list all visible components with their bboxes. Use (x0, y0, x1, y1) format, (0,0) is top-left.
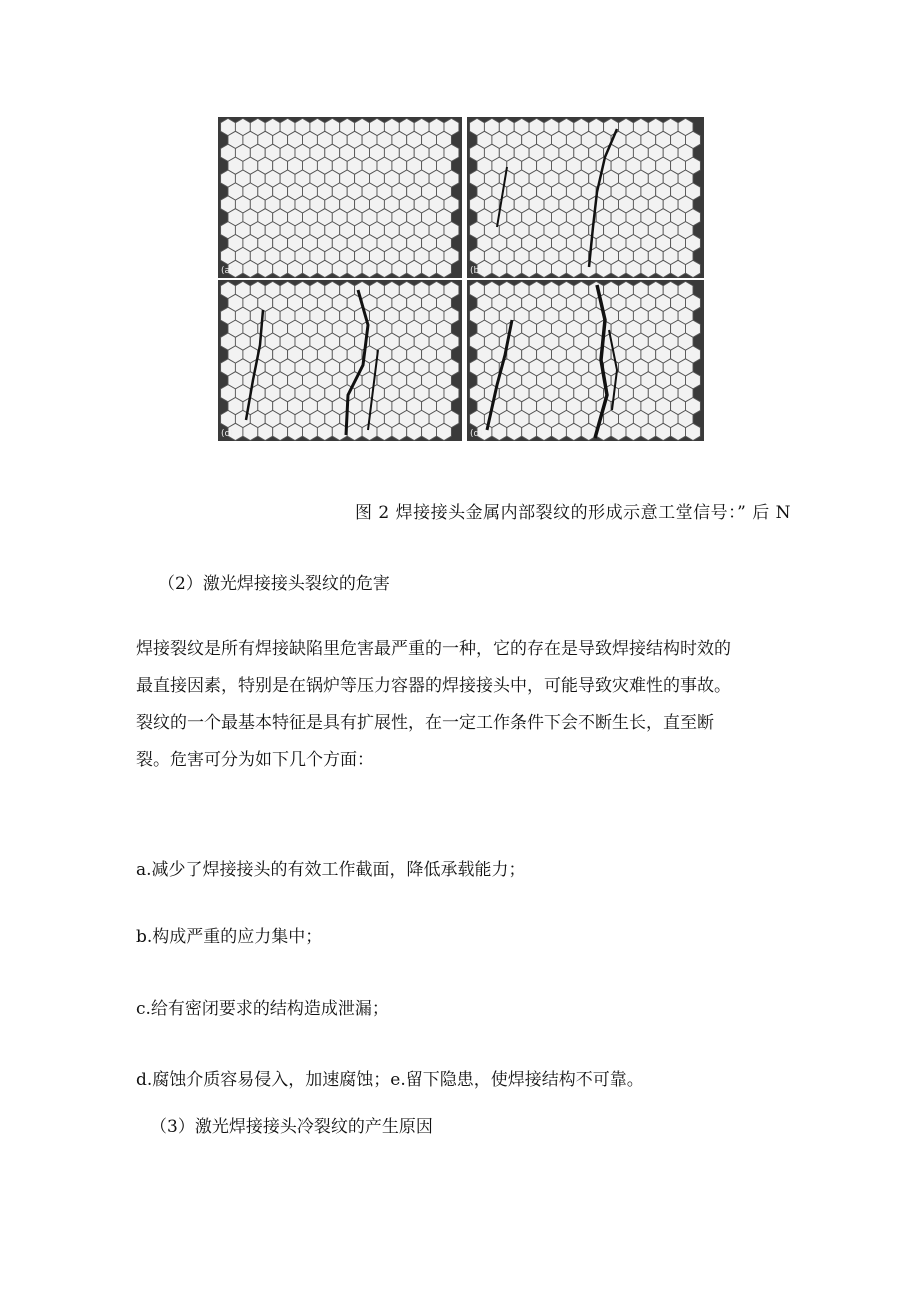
grain-cell (552, 260, 567, 277)
list-item-a: a.减少了焊接接头的有效工作截面，降低承载能力； (136, 860, 526, 880)
grain-cell (303, 260, 318, 277)
grain-cell (537, 423, 552, 440)
grain-cell (273, 423, 288, 440)
grain-cells (221, 118, 459, 277)
grain-cells (470, 118, 701, 277)
grain-cell (288, 260, 303, 277)
grain-cell (437, 423, 452, 440)
grain-cell (566, 260, 581, 277)
grain-cell (626, 260, 641, 277)
grain-cell (422, 260, 437, 277)
hex-grain-grid (467, 280, 704, 441)
figure-panel-d (467, 280, 704, 441)
grain-cell (273, 260, 288, 277)
grain-cell (641, 260, 656, 277)
grain-cell (332, 260, 347, 277)
grain-cell (522, 423, 537, 440)
grain-cell (611, 423, 626, 440)
grain-cell (437, 260, 452, 277)
grain-cell (407, 423, 422, 440)
grain-cell (258, 260, 273, 277)
panel-label-d: (d) (470, 429, 483, 439)
grain-cell (243, 260, 258, 277)
figure-panel-c (218, 280, 462, 441)
figure-panel-a (218, 117, 462, 278)
grain-cell (362, 260, 377, 277)
paragraph-line: 裂。危害可分为如下几个方面： (136, 750, 374, 770)
grain-cell (377, 423, 392, 440)
hex-grain-grid (218, 280, 462, 441)
grain-cell (392, 423, 407, 440)
grain-cell (552, 423, 567, 440)
panel-label-b: (b) (470, 266, 483, 276)
grain-cell (317, 260, 332, 277)
grain-cell (377, 260, 392, 277)
grain-cell (537, 260, 552, 277)
grain-cell (671, 260, 686, 277)
grain-cell (407, 260, 422, 277)
grain-cell (258, 423, 273, 440)
grain-cell (347, 423, 362, 440)
grain-cell (288, 423, 303, 440)
grain-cell (641, 423, 656, 440)
grain-cell (656, 260, 671, 277)
paragraph-line: 焊接裂纹是所有焊接缺陷里危害最严重的一种，它的存在是导致焊接结构时效的 (136, 639, 731, 659)
grain-cell (422, 423, 437, 440)
list-item-c: c.给有密闭要求的结构造成泄漏； (136, 999, 389, 1019)
grain-cell (492, 260, 507, 277)
grain-cell (362, 423, 377, 440)
hazard-paragraph (136, 631, 796, 779)
grain-cell (243, 423, 258, 440)
grain-cell (392, 260, 407, 277)
grain-cell (492, 423, 507, 440)
crack-formation-figure (218, 117, 704, 441)
panel-label-a: (a) (221, 266, 234, 276)
hex-grain-grid (218, 117, 462, 278)
grain-cell (317, 423, 332, 440)
grain-cell (686, 260, 701, 277)
grain-cell (671, 423, 686, 440)
grain-cell (507, 423, 522, 440)
paragraph-line: 裂纹的一个最基本特征是具有扩展性，在一定工作条件下会不断生长，直至断 (136, 713, 714, 733)
grain-cell (347, 260, 362, 277)
grain-cell (507, 260, 522, 277)
grain-cell (626, 423, 641, 440)
section-3-heading: （3）激光焊接接头冷裂纹的产生原因 (150, 1117, 433, 1137)
grain-cell (611, 260, 626, 277)
section-2-heading: （2）激光焊接接头裂纹的危害 (158, 574, 390, 594)
grain-cell (581, 423, 596, 440)
grain-cell (303, 423, 318, 440)
panel-label-c: (c) (221, 429, 233, 439)
list-item-d-e: d.腐蚀介质容易侵入，加速腐蚀；e.留下隐患，使焊接结构不可靠。 (136, 1070, 644, 1090)
grain-cell (656, 423, 671, 440)
grain-cell (522, 260, 537, 277)
grain-cell (596, 260, 611, 277)
list-item-b: b.构成严重的应力集中； (136, 927, 323, 947)
hex-grain-grid (467, 117, 704, 278)
figure-panel-b (467, 117, 704, 278)
grain-cell (686, 423, 701, 440)
figure-caption: 图 2 焊接接头金属内部裂纹的形成示意工堂信号：” 后 N (355, 503, 791, 523)
paragraph-line: 最直接因素，特别是在锅炉等压力容器的焊接接头中，可能导致灾难性的事故。 (136, 676, 731, 696)
grain-cell (566, 423, 581, 440)
